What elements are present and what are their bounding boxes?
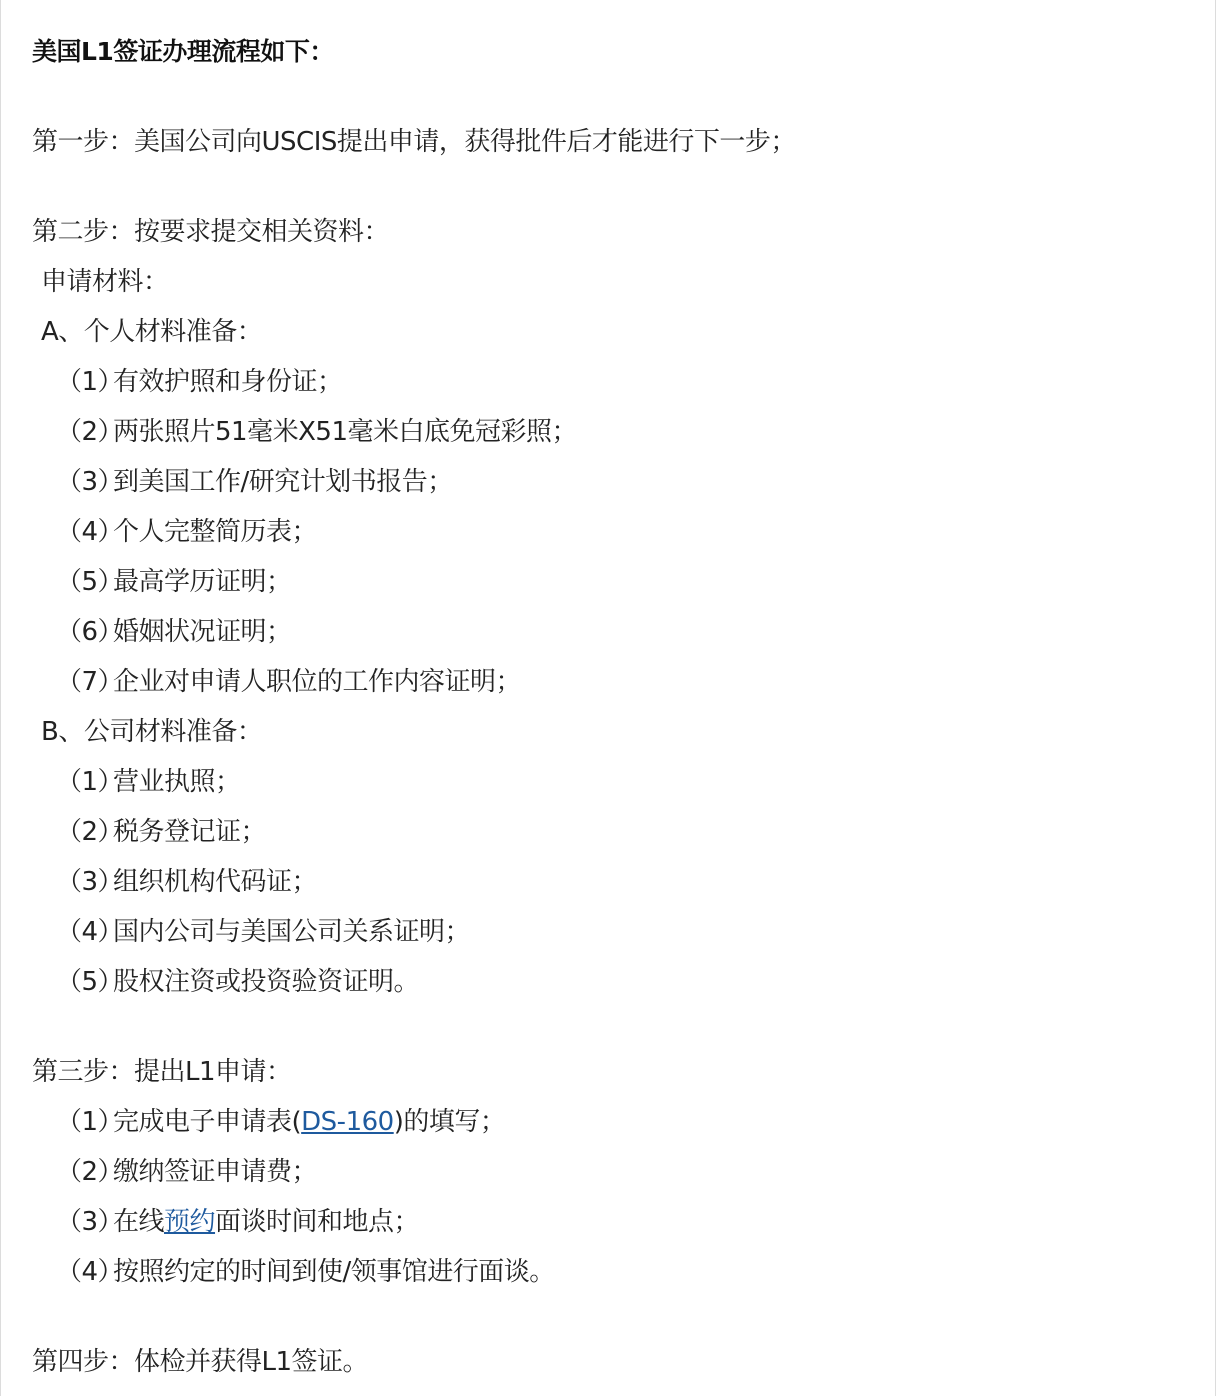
list-item-text: 股权注资或投资验资证明。 [113,967,420,997]
list-item-text: 到美国工作/研究计划书报告； [113,467,453,497]
list-item-number: （2） [56,417,124,447]
list-item-number: （1） [56,367,124,397]
list-item-text: 最高学历证明； [113,567,292,597]
list-item [56,467,453,497]
ds160-link[interactable]: DS-160 [301,1107,394,1137]
list-item [56,917,470,947]
list-item [56,967,419,997]
list-item [56,1207,419,1237]
list-item [56,867,317,897]
list-item-text: 婚姻状况证明； [113,617,292,647]
list-item-number: （3） [56,467,124,497]
list-item-text: 有效护照和身份证； [113,367,343,397]
list-item-text: 完成电子申请表( [113,1107,302,1137]
list-item [56,767,241,797]
document-title: 美国L1签证办理流程如下： [32,37,334,66]
list-item [56,367,343,397]
list-item [56,1157,317,1187]
list-item-number: （2） [56,1157,124,1187]
list-item-number: （3） [56,867,124,897]
appointment-link[interactable]: 预约 [164,1207,216,1237]
list-item-number: （1） [56,1107,124,1137]
list-item [56,817,266,847]
list-item [56,667,521,697]
list-item-number: （1） [56,767,124,797]
list-item-number: （4） [56,517,124,547]
list-item-text: 按照约定的时间到使/领事馆进行面谈。 [113,1257,555,1287]
list-item-text: 组织机构代码证； [113,867,318,897]
list-item [56,617,292,647]
list-item-text: )的填写； [393,1107,506,1137]
list-item [56,417,577,447]
list-item-text: 个人完整简历表； [113,517,318,547]
list-item [56,1257,555,1287]
list-item [56,1107,505,1137]
list-item-text: 面谈时间和地点； [215,1207,420,1237]
section-b-heading: B、公司材料准备： [41,717,263,747]
list-item-text: 营业执照； [113,767,241,797]
list-item-text: 在线 [113,1207,165,1237]
materials-label: 申请材料： [41,267,169,297]
list-item-number: （3） [56,1207,124,1237]
step-4-text: 第四步：体检并获得L1签证。 [32,1347,369,1377]
list-item-text: 企业对申请人职位的工作内容证明； [113,667,522,697]
step-2-heading: 第二步：按要求提交相关资料： [32,217,390,247]
list-item [56,567,292,597]
list-item-number: （2） [56,817,124,847]
list-item-number: （4） [56,917,124,947]
step-3-heading: 第三步：提出L1申请： [32,1057,292,1087]
step-1-text: 第一步：美国公司向USCIS提出申请，获得批件后才能进行下一步； [32,127,796,157]
list-item-number: （5） [56,567,124,597]
list-item-text: 缴纳签证申请费； [113,1157,318,1187]
list-item-number: （6） [56,617,124,647]
list-item [56,517,317,547]
list-item-number: （4） [56,1257,124,1287]
list-item-number: （5） [56,967,124,997]
list-item-text: 国内公司与美国公司关系证明； [113,917,471,947]
section-a-heading: A、个人材料准备： [41,317,263,347]
list-item-number: （7） [56,667,124,697]
list-item-text: 两张照片51毫米X51毫米白底免冠彩照； [113,417,577,447]
list-item-text: 税务登记证； [113,817,267,847]
